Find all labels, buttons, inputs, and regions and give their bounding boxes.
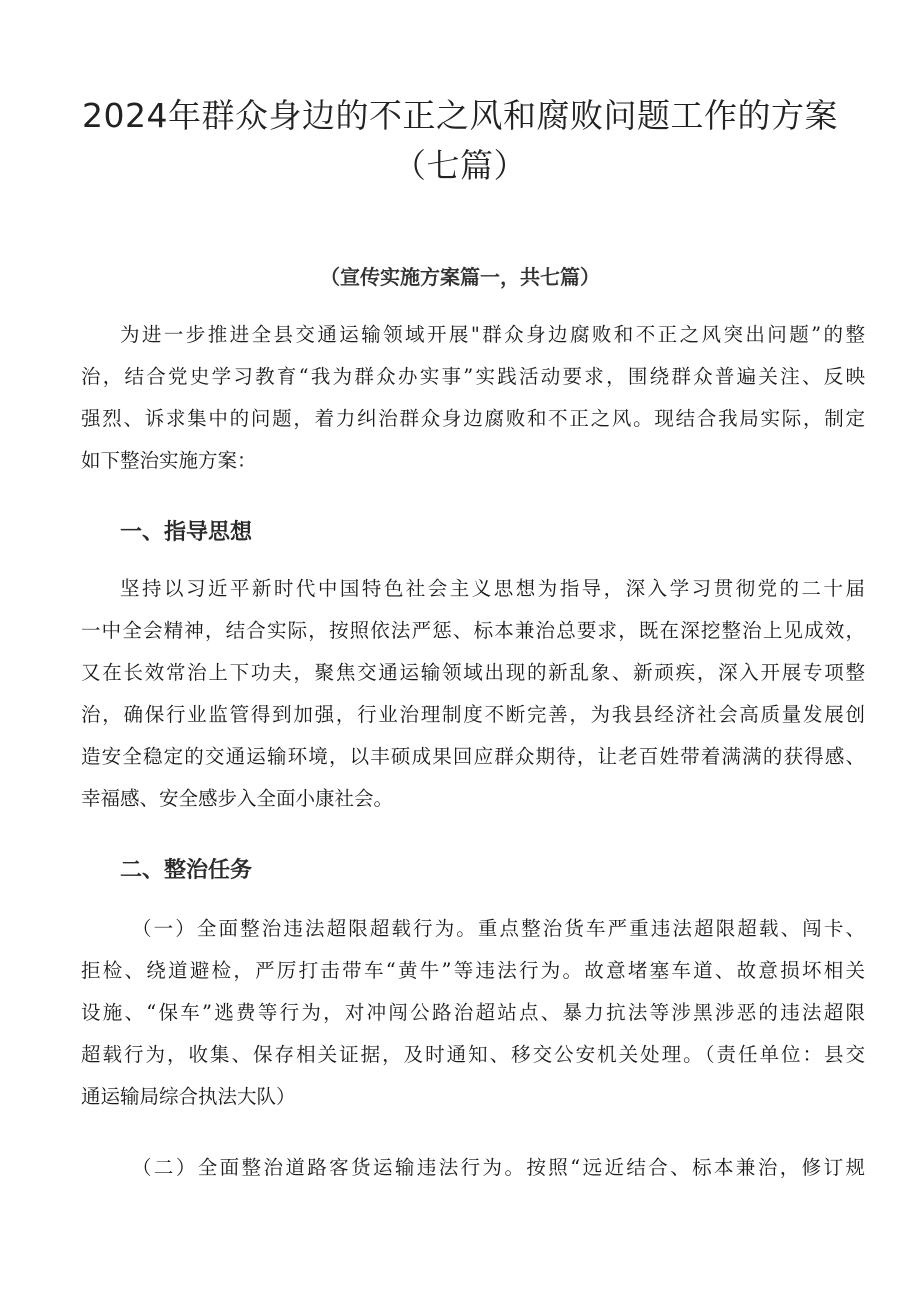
- task1-line: 超载行为，收集、保存相关证据，及时通知、移交公安机关处理。（责任单位：县交: [81, 1043, 865, 1066]
- document-subtitle: （宣传实施方案篇一，共七篇）: [320, 265, 600, 289]
- section1-paragraph: [81, 568, 865, 820]
- task1-paragraph: [81, 908, 865, 1118]
- section1-line: 造安全稳定的交通运输环境，以丰硕成果回应群众期待，让老百姓带着满满的获得感、: [81, 745, 865, 768]
- section1-line: 坚持以习近平新时代中国特色社会主义思想为指导，深入学习贯彻党的二十届: [120, 577, 865, 600]
- document-title-line1: 2024年群众身边的不正之风和腐败问题工作的方案: [82, 96, 838, 135]
- task2-line: （二）全面整治道路客货运输违法行为。按照“远近结合、标本兼治，修订规: [132, 1156, 865, 1179]
- section-heading-guiding-thought: 一、指导思想: [120, 520, 253, 545]
- section1-line: 又在长效常治上下功夫，聚焦交通运输领域出现的新乱象、新顽疾，深入开展专项整: [81, 661, 865, 684]
- document-title-line2: （七篇）: [393, 146, 527, 185]
- section1-line: 幸福感、安全感步入全面小康社会。: [81, 787, 394, 810]
- intro-line: 如下整治实施方案：: [81, 449, 257, 472]
- section1-line: 治，确保行业监管得到加强，行业治理制度不断完善，为我县经济社会高质量发展创: [81, 703, 865, 726]
- section1-line: 一中全会精神，结合实际，按照依法严惩、标本兼治总要求，既在深挖整治上见成效，: [81, 619, 865, 642]
- section-heading-tasks: 二、整治任务: [120, 858, 253, 883]
- intro-line: 为进一步推进全县交通运输领域开展"群众身边腐败和不正之风突出问题”的整: [120, 323, 865, 346]
- task1-line: 设施、“保车”逃费等行为，对冲闯公路治超站点、暴力抗法等涉黑涉恶的违法超限: [81, 1001, 865, 1024]
- task2-paragraph: [120, 1147, 865, 1189]
- task1-line: 通运输局综合执法大队）: [81, 1085, 296, 1108]
- task1-line: 拒检、绕道避检，严厉打击带车“黄牛”等违法行为。故意堵塞车道、故意损坏相关: [81, 959, 865, 982]
- intro-line: 强烈、诉求集中的问题，着力纠治群众身边腐败和不正之风。现结合我局实际，制定: [81, 407, 865, 430]
- task1-line: （一）全面整治违法超限超载行为。重点整治货车严重违法超限超载、闯卡、: [132, 917, 865, 940]
- intro-paragraph: [81, 314, 865, 482]
- intro-line: 治，结合党史学习教育“我为群众办实事”实践活动要求，围绕群众普遍关注、反映: [81, 365, 865, 388]
